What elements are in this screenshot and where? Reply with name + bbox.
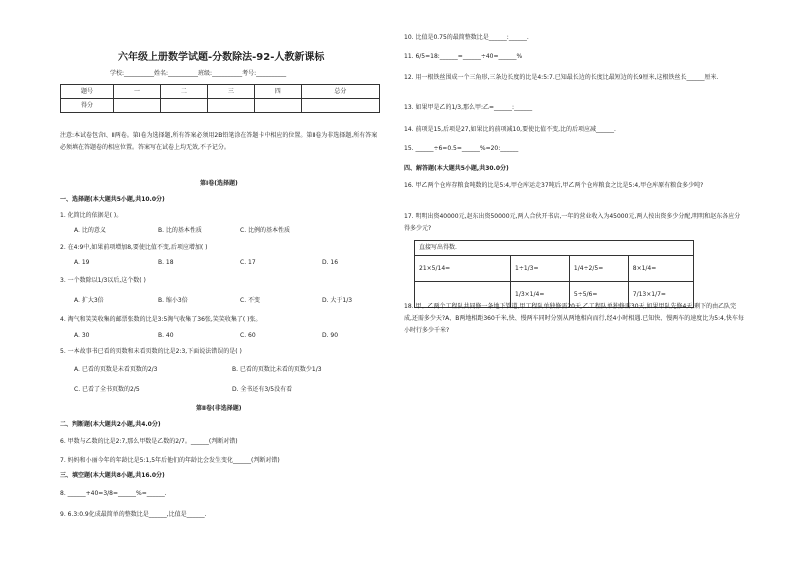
student-info: 学校:__________姓名:__________班级:__________考号:__________ [110,70,287,77]
score-cell: 三 [207,85,254,99]
section-answer-title: 四、解答题(本大题共5小题,共30.0分) [404,165,509,172]
question-8: 8. ______+40=3/8=______%=______. [60,490,167,497]
question-1: 1. 化简比的依据是( )。 [60,212,123,219]
score-cell: 一 [114,85,161,99]
score-header-row [61,85,380,99]
q3-option-a[interactable]: A. 扩大3倍 [74,297,104,304]
question-7: 7. 妈妈和小丽今年的年龄比是5:1,5年后他们的年龄比会发生变化______(判断对错) [60,457,280,464]
q1-option-c[interactable]: C. 比例的基本性质 [240,227,291,234]
q1-option-a[interactable]: A. 比的意义 [74,227,106,234]
calc-cell: 7/13×1/7= [628,282,693,308]
question-12: 12. 用一根铁丝围成一个三角形,三条边长度的比是4:5:7.已知最长边的长度比最短边的长9厘米,这根铁丝长______厘米. [404,74,719,81]
score-input-cell[interactable] [301,99,379,113]
q5-option-c[interactable]: C. 已看了全书页数的2/5 [74,386,140,393]
question-6: 6. 甲数与乙数的比是2:7,那么甲数是乙数的2/7。______(判断对错) [60,438,238,445]
score-cell: 得分 [61,99,114,113]
score-cell: 题号 [61,85,114,99]
section-judge-title: 二、判断题(本大题共2小题,共4.0分) [60,421,161,428]
question-4: 4. 淘气和笑笑收集的邮票张数的比是3:5淘气收集了36张,笑笑收集了( )张。 [60,316,262,323]
score-table [60,84,380,113]
question-14: 14. 前项是15,后项是27,如果比的前项减10,要使比值不变,比的后项应减______. [404,126,616,133]
part2-title: 第Ⅱ卷(非选择题) [196,405,242,412]
score-input-cell[interactable] [160,99,207,113]
q1-option-b[interactable]: B. 比的基本性质 [158,227,202,234]
question-3: 3. 一个数除以1/3以后,这个数( ) [60,277,146,284]
question-5: 5. 一本故事书已看的页数和未看页数的比是2:3,下面说法错误的是( ) [60,348,242,355]
question-16: 16. 甲乙两个仓库存粮食吨数的比是5:4,甲仓库运走37吨后,甲乙两个仓库粮食之比是5:4,甲仓库原有粮食多少吨? [404,182,704,189]
question-2: 2. 在4:9中,如果前项增加8,要使比值不变,后项应增加( ) [60,244,208,251]
question-17: 17. 明明出资40000元,赵东出资50000元,两人合伙开书店,一年的营业收入为45000元,两人按出资多少分配,明明和赵东各应分得多少元? [404,213,741,232]
q2-option-c[interactable]: C. 17 [240,259,256,266]
calc-table [414,240,694,308]
question-10: 10. 比值是0.75的最简整数比是______:______. [404,34,529,41]
calc-cell: 5÷5/6= [569,282,628,308]
score-input-cell[interactable] [207,99,254,113]
question-15: 15. ______÷6=0.5=______%=20:______ [404,145,519,152]
q2-option-b[interactable]: B. 18 [158,259,174,266]
calc-row-1 [415,256,694,282]
q3-option-b[interactable]: B. 缩小3倍 [158,297,188,304]
calc-header: 直接写出得数. [415,241,694,256]
calc-cell: 1/4÷2/5= [569,256,628,282]
q4-option-b[interactable]: B. 40 [158,332,174,339]
q4-option-d[interactable]: D. 90 [322,332,339,339]
question-13: 13. 如果甲是乙的1/3,那么甲:乙=______:______ [404,104,533,111]
q2-option-a[interactable]: A. 19 [74,259,90,266]
q2-option-d[interactable]: D. 16 [322,259,339,266]
section-fill-title: 三、填空题(本大题共8小题,共16.0分) [60,472,165,479]
score-value-row [61,99,380,113]
q5-option-b[interactable]: B. 已看的页数比未看的页数少1/3 [232,366,322,373]
calc-cell: 1/3×1/4= [511,282,570,308]
q5-option-a[interactable]: A. 已看的页数是未看页数的2/3 [74,366,158,373]
part1-title: 第Ⅰ卷(选择题) [200,180,238,187]
q3-option-d[interactable]: D. 大于1/3 [322,297,353,304]
q3-option-c[interactable]: C. 不变 [240,297,261,304]
score-cell: 二 [160,85,207,99]
q4-option-c[interactable]: C. 60 [240,332,256,339]
page-title: 六年级上册数学试题-分数除法-92-人教新课标 [118,52,325,63]
question-9: 9. 6.3:0.9化成最简单的整数比是______,比值是______. [60,511,207,518]
calc-cell: 1÷1/3= [511,256,570,282]
question-18: 18. 甲、乙两个工程队共同修一条地下管道,甲工程队单独修需20天,乙工程队单独修需30天,如果甲队先修4天,剩下的由乙队完成,还需多少天?A、B两地相距360千米,快、慢两车同时分别从两地相向而行,经4小时相遇.已知快、慢两车的速度比为5:4,快车每小时行多少千米? [404,303,744,334]
calc-cell: 8×1/4= [628,256,693,282]
q5-option-d[interactable]: D. 全书还有3/5没有看 [232,386,293,393]
score-input-cell[interactable] [254,99,301,113]
question-11: 11. 6/5=18:______=______÷40=______% [404,53,523,60]
calc-header-row [415,241,694,256]
q4-option-a[interactable]: A. 30 [74,332,90,339]
section-choice-title: 一、选择题(本大题共5小题,共10.0分) [60,196,165,203]
score-table-wrap [60,84,380,113]
score-cell: 总分 [301,85,379,99]
score-cell: 四 [254,85,301,99]
notice: 注意:本试卷包含Ⅰ、Ⅱ两卷。第Ⅰ卷为选择题,所有答案必须用2B铅笔涂在答题卡中相应的位置。第Ⅱ卷为非选择题,所有答案必须填在答题卷的相应位置。答案写在试卷上均无效,不予记分。 [60,132,378,151]
score-input-cell[interactable] [114,99,161,113]
calc-cell: 21×5/14= [415,256,511,282]
calc-table-wrap [414,240,694,308]
